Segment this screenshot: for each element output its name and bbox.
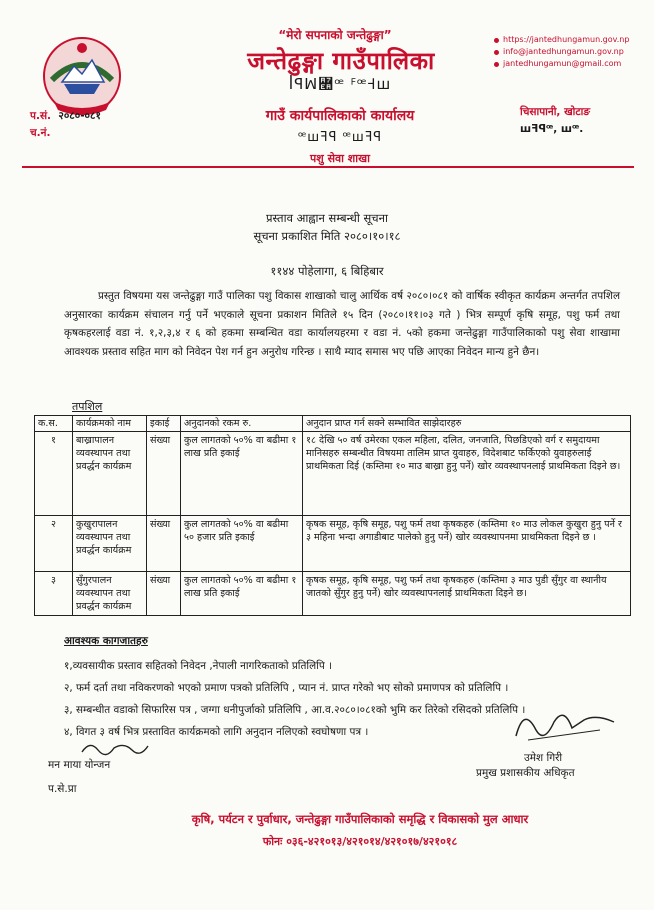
signatory-right-title: प्रमुख प्रशासकीय अधिकृत xyxy=(476,767,575,779)
column-header: कार्यक्रमको नाम xyxy=(73,416,147,432)
cell-unit: संख्या xyxy=(147,572,181,616)
cell-unit: संख्या xyxy=(147,432,181,516)
email-icon xyxy=(494,62,499,67)
section-name: पशु सेवा शाखा xyxy=(310,152,370,165)
address-block xyxy=(520,104,590,138)
cell-program: कुखुरापालन व्यवस्थापन तथा प्रवर्द्धन कार्यक्रम xyxy=(73,516,147,572)
table-row xyxy=(35,432,631,516)
column-header: इकाई xyxy=(147,416,181,432)
list-item: ४, विगत ३ वर्ष भित्र प्रस्तावित कार्यक्रमको लागि अनुदान नलिएको स्वघोषणा पत्र । xyxy=(64,726,369,738)
signatory-left-name: मन माया योन्जन xyxy=(48,759,111,771)
table-row xyxy=(35,516,631,572)
notice-title: प्रस्ताव आह्वान सम्बन्धी सूचना xyxy=(266,211,388,225)
cell-program: सुँगुरपालन व्यवस्थापन तथा प्रवर्द्धन कार्यक्रम xyxy=(73,572,147,616)
email-info-row xyxy=(494,46,654,58)
list-item: ३, सम्बन्धीत वडाको सिफारिस पत्र , जग्गा धनीपुर्जाको प्रतिलिपि , आ.व.२०८०।०८१को भुमि कर तिरेको रसिदको प्रतिलिपि । xyxy=(64,704,526,716)
reference-block xyxy=(30,108,101,142)
cell-program: बाख्रापालन व्यवस्थापन तथा प्रवर्द्धन कार्यक्रम xyxy=(73,432,147,516)
list-item: २, फर्म दर्ता तथा नविकरणको भएको प्रमाण पत्रको प्रतिलिपि , प्यान नं. प्राप्त गरेको भए सोको प्रमाणपत्र को प्रतिलिपि । xyxy=(64,682,509,694)
schedule-heading: तपशिल xyxy=(72,400,103,413)
cell-sn: ३ xyxy=(35,572,73,616)
cell-sn: २ xyxy=(35,516,73,572)
dispatch-label: च.नं. xyxy=(30,127,51,139)
cell-partners: कृषक समूह, कृषि समूह, पशु फर्म तथा कृषकहरु (कम्तिमा ३ माउ पुडी सुँगुर वा स्थानीय जातको सुँगुर हुनु पर्ने) खोर व्यवस्थापनलाई प्राथमिकता दिइने छ। xyxy=(303,572,631,616)
municipality-name-script: ꟾꟼꟽ꟪ꟹ ꟳꟹꟵꟺ xyxy=(288,75,392,93)
website-link[interactable]: https://jantedhungamun.gov.np xyxy=(503,35,630,44)
cell-amount: कुल लागतको ५०% वा बढीमा १ लाख प्रति इकाई xyxy=(181,432,303,516)
cell-amount: कुल लागतको ५०% वा बढीमा ५० हजार प्रति इकाई xyxy=(181,516,303,572)
signature-right xyxy=(510,700,620,748)
address-line-script: ꟺꟻꟼꟹ, ꟺꟹ. xyxy=(520,123,584,135)
contact-block xyxy=(494,34,654,70)
notice-body: प्रस्तुत विषयमा यस जन्तेढुङ्गा गाउँ पालिका पशु विकास शाखाको चालु आर्थिक वर्ष २०८०।०८१ को वार्षिक स्वीकृत कार्यक्रम अन्तर्गत तपशिल अनुसारका कार्यक्रम संचालन गर्नु पर्ने भएकाले सूचना प्रकाशन मितिले १५ दिन (२०८०।११।०३ गते ) भित्र सम्पूर्ण कृषि समूह, पशु फर्म तथा कृषकहरलाई वडा नं. १,२,३,४ र ६ को हकमा सम्बन्धित वडा कार्यालयहरमा र वडा नं. ५को हकमा जन्तेढुङ्गा गाउँपालिकाको पशु सेवा शाखामा आवश्यक प्रस्ताव सहित माग को निवेदन पेश गर्न हुन अनुरोध गरिन्छ । साथै म्याद समास भए पछि आएका निवेदन मान्य हुने छैन। xyxy=(64,290,620,358)
ref-label: प.सं. xyxy=(30,110,52,122)
cell-amount: कुल लागतको ५०% वा बढीमा १ लाख प्रति इकाई xyxy=(181,572,303,616)
signatory-left-title: प.से.प्रा xyxy=(48,783,77,795)
office-name: गाउँ कार्यपालिकाको कार्यालय xyxy=(265,108,415,124)
cell-unit: संख्या xyxy=(147,516,181,572)
documents-heading: आवश्यक कागजातहरु xyxy=(64,635,148,647)
email-gmail-link[interactable]: jantedhungamun@gmail.com xyxy=(503,59,622,68)
column-header: अनुदान प्राप्त गर्न सक्ने सम्भावित साझेदारहरु xyxy=(303,416,631,432)
schedule-table xyxy=(34,415,631,616)
table-row xyxy=(35,572,631,616)
cell-partners: कृषक समूह, कृषि समूह, पशु फर्म तथा कृषकहरु (कम्तिमा १० माउ लोकल कुखुरा हुनु पर्ने र ३ महिना भन्दा अगाडीबाट पालेको हुनु पर्ने) खोर व्यवस्थापनमा प्राथमिकता दिइने छ । xyxy=(303,516,631,572)
cell-sn: १ xyxy=(35,432,73,516)
cell-partners: १८ देखि ५० वर्ष उमेरका एकल महिला, दलित, जनजाति, पिछडिएको वर्ग र समुदायमा मानिसहरु सम्बन्धीत विषयमा तालिम प्राप्त युवाहरु, विदेशबाट फर्किएको युवाहरुलाई प्राथमिकता दिई (कम्तिमा १० माउ बाख्रा हुनु पर्ने) खोर व्यवस्थापनलाई प्राथमिकता दिइने छ। xyxy=(303,432,631,516)
email-icon xyxy=(494,50,499,55)
column-header: अनुदानको रकम रु. xyxy=(181,416,303,432)
website-row xyxy=(494,34,654,46)
ref-value: २०८०-०८१ xyxy=(58,110,101,122)
footer-phone: फोनः ०३६-४२१०१३/४२१०१४/४२१०१७/४२१०१८ xyxy=(262,835,458,848)
signature-left xyxy=(80,738,150,758)
header-divider xyxy=(22,166,634,168)
email-info-link[interactable]: info@jantedhungamun.gov.np xyxy=(503,47,624,56)
office-name-script: ꟹꟺꟻꟼ ꟹꟺꟻꟼ xyxy=(297,130,383,145)
nepal-emblem-icon xyxy=(34,30,130,120)
address-line: चिसापानी, खोटाङ xyxy=(520,106,591,118)
municipality-name: जन्तेढुङ्गा गाउँपालिका xyxy=(247,47,435,75)
email-gmail-row xyxy=(494,58,654,70)
globe-icon xyxy=(494,38,499,43)
slogan: “मेरो सपनाको जन्तेढुङ्गा” xyxy=(278,28,392,42)
table-header-row xyxy=(35,416,631,432)
column-header: क.स. xyxy=(35,416,73,432)
signatory-right-name: उमेश गिरी xyxy=(524,752,563,764)
footer-tagline: कृषि, पर्यटन र पुर्वाधार, जन्तेढुङ्गा गाउँपालिकाको समृद्धि र विकासको मुल आधार xyxy=(191,812,529,826)
notice-publish-date: सूचना प्रकाशित मिति २०८०।१०।१८ xyxy=(253,229,401,243)
list-item: १,व्यवसायीक प्रस्ताव सहितको निवेदन ,नेपाली नागरिकताको प्रतिलिपि । xyxy=(64,660,332,672)
notice-calendar-date: ११४४ पोहेलागा, ६ बिहिबार xyxy=(270,264,384,278)
